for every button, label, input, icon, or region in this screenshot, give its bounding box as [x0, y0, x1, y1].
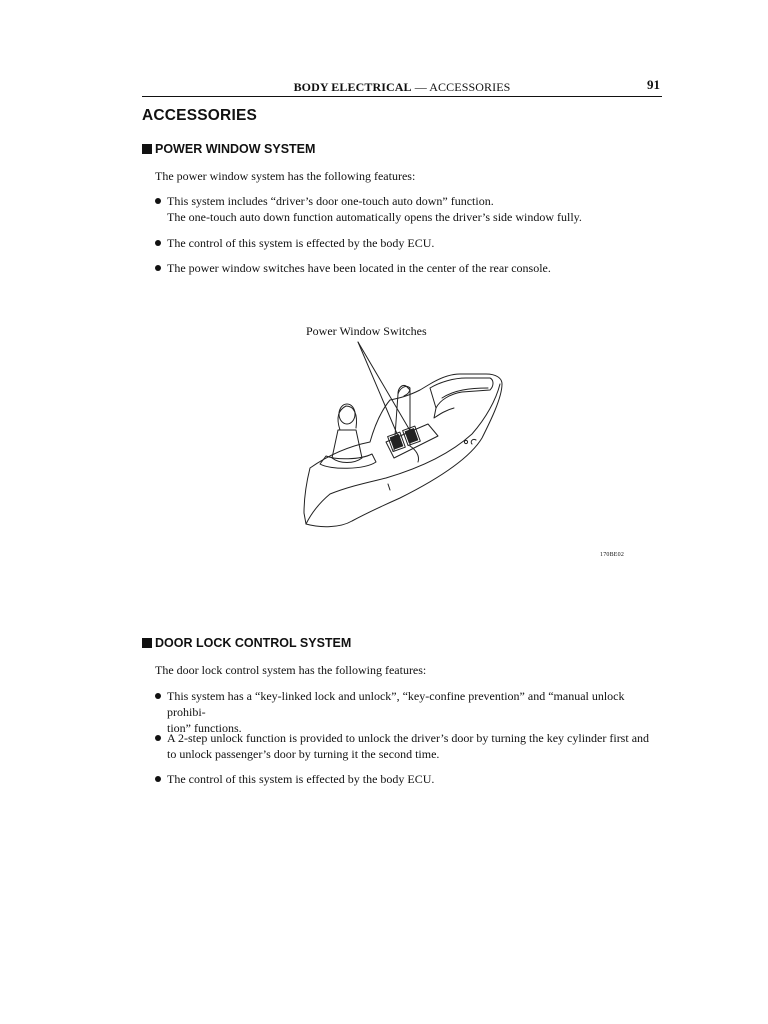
console-clip: [388, 484, 390, 490]
square-bullet-icon: [142, 638, 152, 648]
door-lock-intro: The door lock control system has the following features:: [155, 663, 427, 677]
bullet-dot-icon: [155, 198, 161, 204]
rear-tray: [430, 378, 493, 408]
bullet-dot-icon: [155, 693, 161, 699]
door-lock-bullet-2: [155, 730, 665, 762]
bullet-text-line: tion” functions.: [167, 721, 242, 735]
bullet-dot-icon: [155, 265, 161, 271]
power-window-bullet-2: [155, 235, 665, 251]
leader-line: [358, 342, 412, 434]
bullet-text-line: This system has a “key-linked lock and unlock”, “key-confine prevention” and “manual unlock prohibi-: [167, 689, 625, 719]
rear-console-illustration: [290, 318, 630, 568]
power-window-bullet-1: [155, 193, 665, 225]
bullet-text-line: This system includes “driver’s door one-touch auto down” function.: [167, 194, 494, 208]
figure-code: 170BE02: [600, 552, 625, 558]
power-window-heading-text: POWER WINDOW SYSTEM: [155, 142, 316, 156]
bullet-text-line: A 2-step unlock function is provided to unlock the driver’s door by turning the key cylinder first and: [167, 731, 650, 745]
door-lock-bullet-3: [155, 771, 665, 787]
figure-callout-label: Power Window Switches: [306, 324, 427, 338]
shift-knob-top: [339, 404, 355, 424]
bullet-dot-icon: [155, 776, 161, 782]
leader-line: [358, 342, 398, 436]
header-section-title: [142, 80, 662, 95]
bullet-dot-icon: [155, 735, 161, 741]
square-bullet-icon: [142, 144, 152, 154]
bullet-text-line: The control of this system is effected by the body ECU.: [167, 772, 435, 786]
door-lock-heading-text: DOOR LOCK CONTROL SYSTEM: [155, 636, 352, 650]
console-cap: [471, 439, 476, 444]
power-window-switch-right: [405, 429, 418, 443]
console-screw: [464, 440, 467, 443]
rear-console-figure: [290, 318, 630, 568]
running-header: [142, 78, 662, 97]
door-lock-bullet-1: [155, 688, 665, 736]
bullet-text-line: to unlock passenger’s door by turning it the second time.: [167, 747, 440, 761]
power-window-switch-left: [390, 435, 403, 449]
header-section-rest: — ACCESSORIES: [411, 80, 511, 94]
bullet-text-line: The one-touch auto down function automatically opens the driver’s side window fully.: [167, 210, 582, 224]
door-lock-heading: [142, 636, 351, 650]
bullet-text-line: The power window switches have been located in the center of the rear console.: [167, 261, 551, 275]
power-window-heading: [142, 142, 315, 156]
bullet-dot-icon: [155, 240, 161, 246]
power-window-intro: The power window system has the following features:: [155, 169, 416, 183]
tray-wall: [434, 408, 454, 418]
power-window-bullet-3: [155, 260, 665, 276]
bullet-text-line: The control of this system is effected by the body ECU.: [167, 236, 435, 250]
page-number: 91: [647, 77, 660, 92]
header-section-bold: BODY ELECTRICAL: [293, 80, 412, 94]
page-title: ACCESSORIES: [142, 107, 258, 124]
shift-boot-ring: [320, 454, 376, 468]
